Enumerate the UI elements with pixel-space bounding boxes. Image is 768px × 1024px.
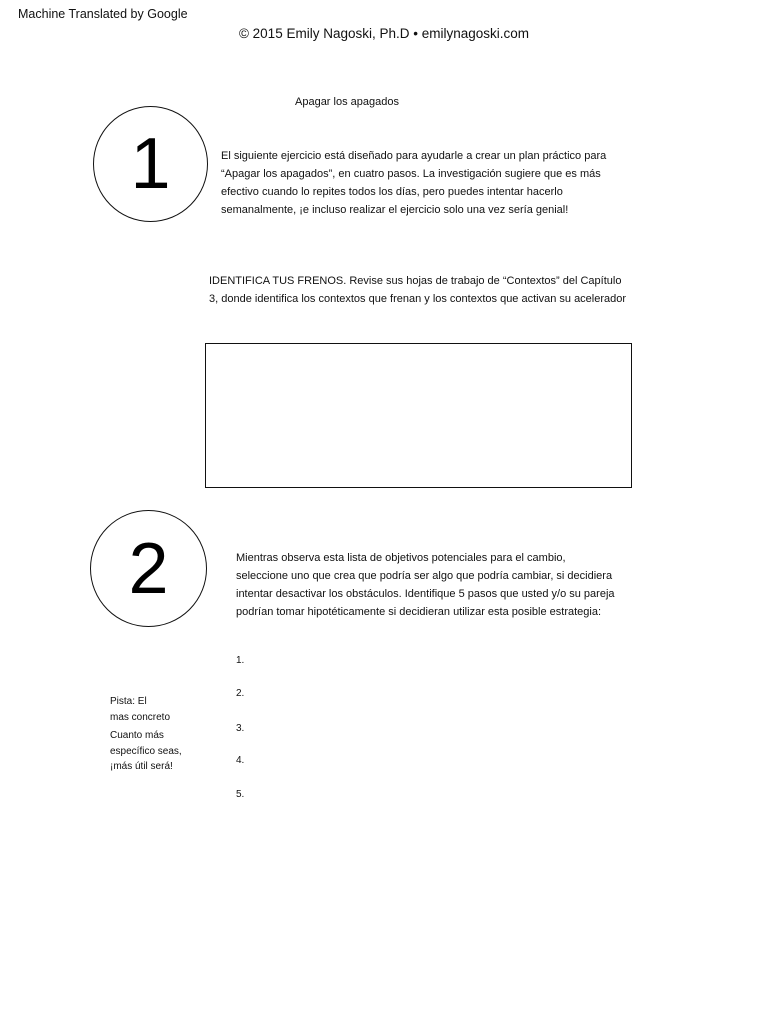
brakes-answer-box[interactable] [205, 343, 632, 488]
hint-line-4: específico seas, [110, 745, 182, 757]
hint-line-5: ¡más útil será! [110, 761, 173, 772]
step-item-2: 2. [236, 688, 245, 699]
hint-line-3: Cuanto más [110, 730, 164, 741]
step-1-number: 1 [130, 124, 171, 204]
step-item-3: 3. [236, 723, 245, 734]
document-title: Apagar los apagados [295, 96, 399, 108]
step-item-4: 4. [236, 755, 245, 766]
step-2-circle [90, 510, 207, 627]
step-1-circle [93, 106, 208, 222]
hint-note [110, 694, 220, 775]
hint-line-1: Pista: El [110, 696, 147, 707]
brakes-instruction: IDENTIFICA TUS FRENOS. Revise sus hojas de trabajo de “Contextos” del Capítulo 3, donde identifica los contextos que frenan y los contextos que activan su acelerador [209, 275, 627, 305]
step-2-number: 2 [128, 528, 169, 609]
step-2-text: Mientras observa esta lista de objetivos potenciales para el cambio, seleccione uno que crea que podría ser algo que podría cambiar, si decidiera intentar desactivar los obstáculos. Identifique 5 pasos que usted y/o su pareja podrían tomar hipotéticamente si decidieran utilizar esta posible estrategia: [236, 552, 615, 618]
copyright-line: © 2015 Emily Nagoski, Ph.D • emilynagoski.com [238, 26, 530, 41]
hint-line-2: mas concreto [110, 711, 171, 723]
step-item-1: 1. [236, 655, 245, 666]
step-item-5: 5. [236, 789, 245, 800]
step-1-text: El siguiente ejercicio está diseñado para ayudarle a crear un plan práctico para “Apagar los apagados”, en cuatro pasos. La investigación sugiere que es más efectivo cuando lo repites todos los días, pero puedes intentar hacerlo semanalmente, ¡e incluso realizar el ejercicio solo una vez sería genial! [221, 150, 607, 216]
machine-translated-label: Machine Translated by Google [18, 7, 188, 21]
